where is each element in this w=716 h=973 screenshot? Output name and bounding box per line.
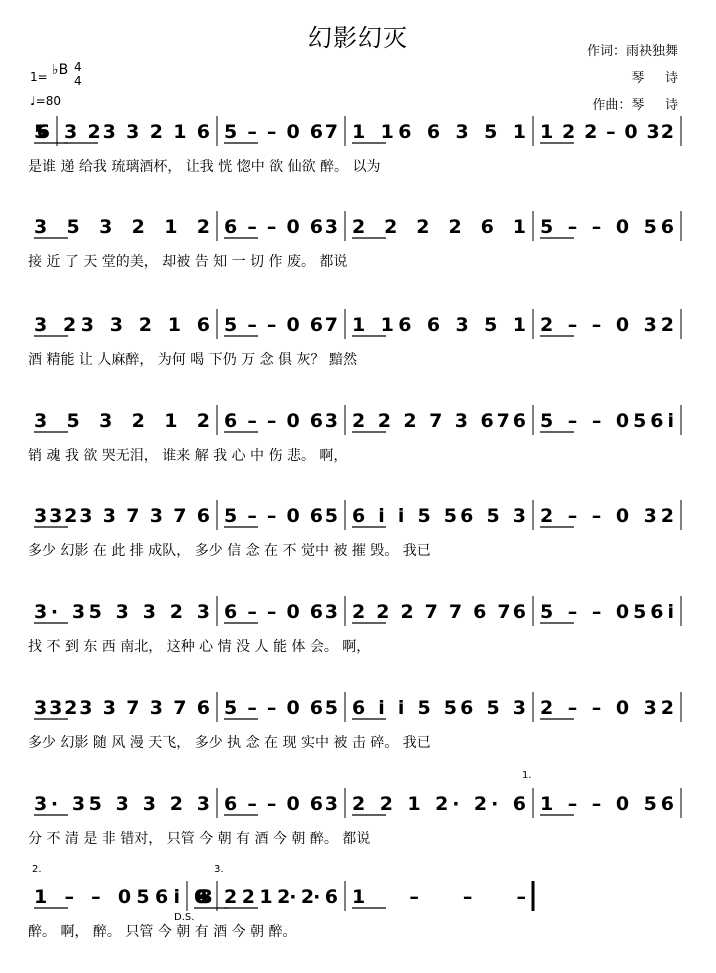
lyric-line: 找 不 到 东 西 南北， 这种 心 情 没 人 能 体 会。 啊， [28,639,371,655]
measure-notes: 5 – – 0 67 [224,314,338,336]
score-system [28,205,682,289]
lyric-line: 是谁 递 给我 琉璃酒杯， 让我 恍 惚中 欲 仙欲 醉。 以为 [28,159,381,175]
measure-notes: 5 – – 056i [540,410,674,432]
score-system [28,110,682,194]
credits [587,38,678,119]
flat-icon: ♭ [52,62,59,78]
measure-notes: 2 – – 0 32 [540,314,674,336]
score-system [28,494,682,578]
volta-3: 3. [214,864,224,875]
measure-notes: 56 [34,121,50,143]
notation-line [28,205,682,245]
notation-line [28,399,682,439]
measure-notes: 3· 35 3 3 2 3 [34,601,210,623]
measure-notes: 6 – – 0 63 [224,793,338,815]
measure-notes: 3 5 3 2 1 2 [34,410,210,432]
composer-label: 作曲：琴 诗 [592,98,678,113]
measure-notes: 1 – – 056i [34,886,180,908]
notation-line [28,303,682,343]
measure-notes: 1 16 6 3 5 1 [352,314,526,336]
key-signature: ♭B [52,62,69,78]
measure-notes: 1 – – – [352,886,526,908]
notation-line [28,686,682,726]
measure-notes: 1 – – 0 63 [194,886,213,908]
measure-notes: 1 16 6 3 5 1 [352,121,526,143]
score-system [28,399,682,483]
score-system [28,782,682,866]
lyric-line: 多少 幻影 在 此 排 成队， 多少 信 念 在 不 觉中 被 摧 毁。 我已 [28,543,431,559]
song-title: 幻影幻灭 [308,24,408,52]
notation-line [28,110,682,150]
measure-notes: 3323 3 7 3 7 6 [34,505,210,527]
measure-notes: 2 – – 0 32 [540,505,674,527]
volta-1: 1. [522,770,532,781]
measure-notes: 6 – – 0 63 [224,216,338,238]
measure-notes: 2 2 1 2· 2· 6 [224,886,338,908]
measure-notes: 5 – – 056i [540,601,674,623]
notation-line [28,782,682,822]
measure-notes: 5 – – 0 65 [224,505,338,527]
measure-notes: 2 2 1 2· 2· 6 [352,793,526,815]
score-system [28,590,682,674]
volta-2: 2. [32,864,42,875]
lyric-line: 接 近 了 天 堂的美， 却被 告 知 一 切 作 废。 都说 [28,254,348,270]
lyricist-name: 琴 诗 [631,71,678,86]
tempo-mark: ♩=80 [30,94,61,108]
measure-notes: 3323 3 7 3 7 6 [34,697,210,719]
notation-line [28,494,682,534]
measure-notes: 5 – – 0 65 [224,697,338,719]
measure-notes: 2 2 2 7 3 676 [352,410,526,432]
time-signature: 4 4 [74,60,82,88]
measure-notes: 1 2 2 – 0 32 [540,121,674,143]
lyric-line: 多少 幻影 随 风 漫 天飞， 多少 执 念 在 现 实中 被 击 碎。 我已 [28,735,431,751]
measure-notes: 2 – – 0 32 [540,697,674,719]
measure-notes: 5 – – 0 56 [540,216,674,238]
notation-line [28,590,682,630]
measure-notes: 2 2 2 7 7 6 76 [352,601,526,623]
measure-notes: 3 23 3 2 1 6 [64,121,210,143]
lyric-line: 分 不 清 是 非 错对， 只管 今 朝 有 酒 今 朝 醉。 都说 [28,831,371,847]
lyric-line: 酒 精能 让 人麻醉， 为何 喝 下仍 万 念 俱 灰？ 黯然 [28,352,357,368]
measure-notes: 6 – – 0 63 [224,601,338,623]
lyricist-label: 作词：雨袂独舞 [586,44,678,59]
notation-line [28,875,682,915]
measure-notes: 6 i i 5 56 5 3 [352,697,526,719]
lyric-line: 销 魂 我 欲 哭无泪， 谁来 解 我 心 中 伤 悲。 啊， [28,448,348,464]
measure-notes: 6 i i 5 56 5 3 [352,505,526,527]
measure-notes: 5 – – 0 67 [224,121,338,143]
measure-notes: 1 – – 0 56 [540,793,674,815]
measure-notes: 6 – – 0 63 [224,410,338,432]
key-prefix: 1= [30,70,48,84]
measure-notes: 3 23 3 2 1 6 [34,314,210,336]
score-system [28,875,682,959]
lyric-line: 醉。 啊， 醉。 只管 今 朝 有 酒 今 朝 醉。 [28,924,297,940]
score-system [28,686,682,770]
measure-notes: 3 5 3 2 1 2 [34,216,210,238]
measure-notes: 3· 35 3 3 2 3 [34,793,210,815]
measure-notes: 2 2 2 2 6 1 [352,216,526,238]
ds-mark: D.S. [174,912,195,923]
score-system [28,303,682,387]
quarter-note-icon: ♩ [30,94,36,108]
